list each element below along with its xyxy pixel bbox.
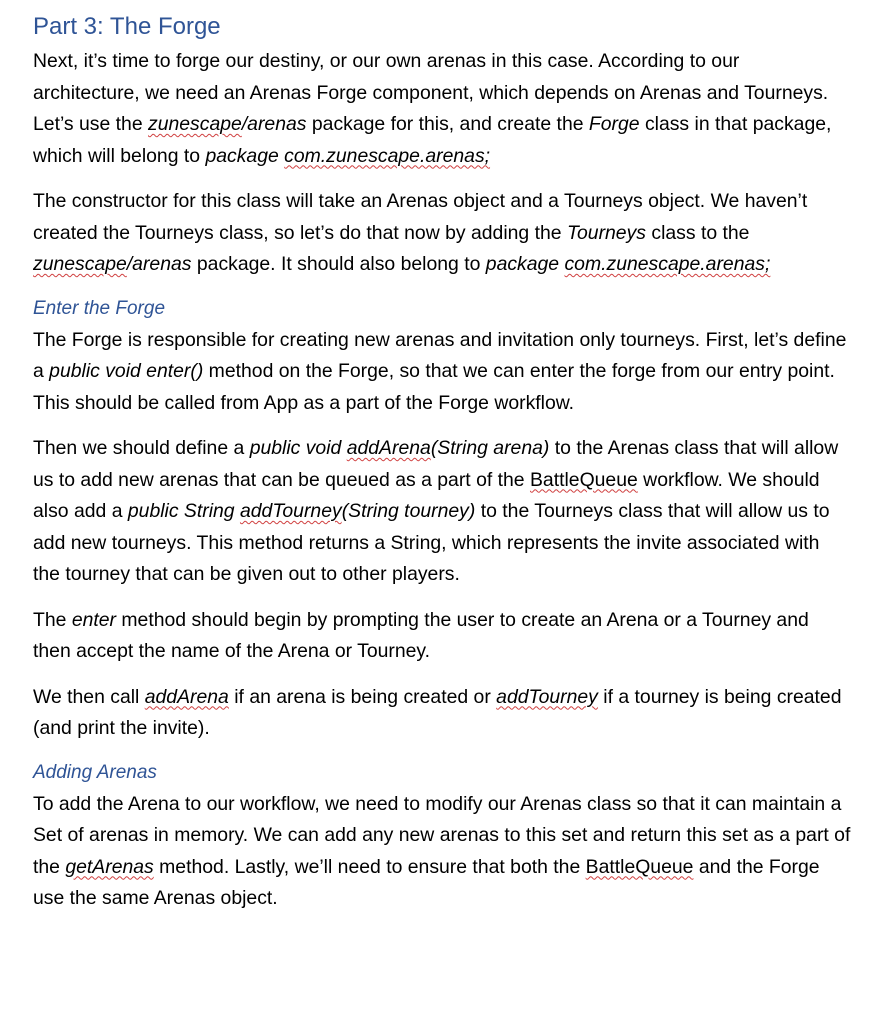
- text: Then we should define a: [33, 437, 250, 459]
- paragraph-constructor: [33, 186, 851, 281]
- text: if an arena is being created or: [228, 685, 497, 708]
- italic-class-name: Tourneys: [566, 221, 646, 244]
- italic-package-keyword: package: [205, 144, 285, 167]
- text: package for this, and create the: [306, 113, 589, 135]
- text: To add the Arena to our workflow, we need to modify our Arenas class so that it can maintain a Set of arenas in memory. We can add any new arenas to this set and return this set as a part of the: [33, 792, 851, 878]
- italic-package-path: /arenas: [241, 113, 307, 135]
- italic-method-modifier: public void: [249, 437, 347, 459]
- text: to the Arenas class that will allow us to add new arenas that can be queued as a part of the: [33, 437, 839, 491]
- italic-package-name: zunescape: [148, 113, 242, 135]
- text: package. It should also belong to: [191, 253, 486, 275]
- text: The Forge is responsible for creating new arenas and invitation only tourneys. First, let’s define a: [33, 328, 847, 382]
- subheading-adding-arenas: Adding Arenas: [33, 761, 157, 783]
- text: The constructor for this class will take an Arenas object and a Tourneys object. We haven’t created the Tourneys class, so let’s do that now by adding the: [33, 190, 808, 244]
- class-name: BattleQueue: [529, 468, 638, 491]
- italic-package-declaration: com.zunescape.arenas;: [284, 144, 491, 167]
- text: if a tourney is being created (and print the invite).: [33, 685, 842, 739]
- italic-package-name: zunescape: [33, 253, 127, 275]
- italic-method-name: enter: [71, 608, 117, 631]
- paragraph-enter-method: [33, 605, 851, 668]
- italic-method-params: (String arena): [430, 437, 550, 459]
- italic-method-modifier: public String: [127, 500, 240, 522]
- italic-package-keyword: package: [485, 253, 560, 275]
- paragraph-add-methods: [33, 433, 851, 591]
- text: Next, it’s time to forge our destiny, or our own arenas in this case. According to our architecture, we need an Arenas Forge component, which depends on Arenas and Tourneys. Let’s use the: [33, 50, 829, 135]
- class-name: BattleQueue: [585, 855, 694, 878]
- text: and the Forge use the same Arenas object.: [33, 855, 820, 909]
- paragraph-intro: [33, 46, 851, 172]
- text: class in that package, which will belong to: [33, 113, 832, 167]
- text: method should begin by prompting the user to create an Arena or a Tourney and then accept the name of the Arena or Tourney.: [33, 608, 809, 662]
- text: We then call: [33, 685, 145, 708]
- italic-method-name: addArena: [144, 685, 229, 708]
- section-heading: Part 3: The Forge: [33, 13, 221, 40]
- italic-class-name: Forge: [588, 113, 640, 135]
- text: to the Tourneys class that will allow us to add new tourneys. This method returns a String, which represents the invite associated with the tourney that can be given out to other players.: [33, 500, 830, 585]
- subheading-enter-the-forge: Enter the Forge: [33, 297, 166, 319]
- italic-method-name: addArena: [346, 437, 431, 459]
- text: The: [33, 608, 72, 631]
- italic-package-declaration: com.zunescape.arenas;: [564, 253, 771, 275]
- italic-method-name: addTourney: [239, 500, 342, 522]
- paragraph-forge-responsibility: [33, 325, 851, 420]
- text: method on the Forge, so that we can enter the forge from our entry point. This should be called from App as a part of the Forge workflow.: [33, 360, 835, 414]
- italic-method-signature: public void enter(): [49, 360, 204, 382]
- paragraph-adding-arenas: [33, 789, 851, 915]
- italic-package-path: /arenas: [126, 253, 192, 275]
- paragraph-call-methods: [33, 682, 851, 745]
- text: class to the: [646, 221, 750, 244]
- italic-method-name: getArenas: [65, 855, 154, 878]
- text: workflow. We should also add a: [33, 468, 820, 522]
- italic-method-params: (String tourney): [341, 500, 476, 522]
- text: method. Lastly, we’ll need to ensure that both the: [153, 855, 586, 878]
- italic-method-name: addTourney: [496, 685, 598, 708]
